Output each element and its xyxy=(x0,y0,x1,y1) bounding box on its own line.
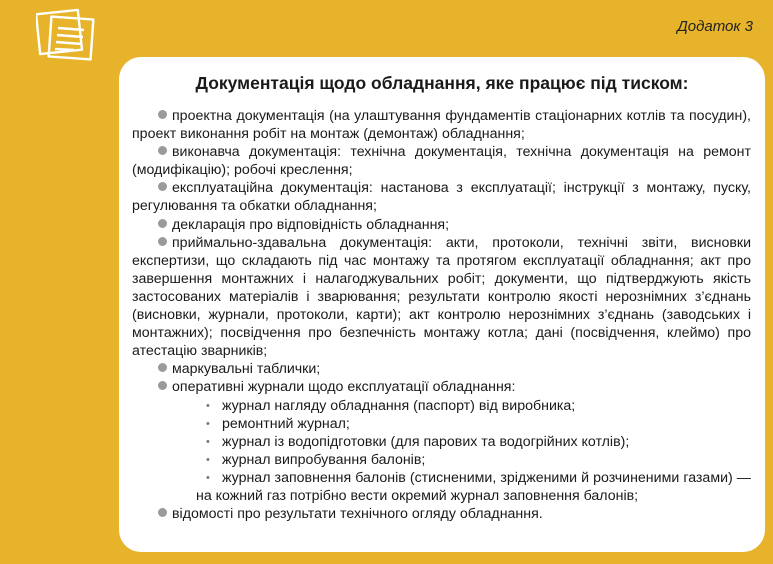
list-item: приймально-здавальна документація: акти, протоколи, технічні звіти, висновки експертизи, що складають під час монтажу та протягом експлуатації обладнання; акт про завершення монтажних і налагоджувальних робіт; документи, що підтверджують якість застосованих матеріалів і зварювання; результати контролю якості нерознімних з’єднань (висновки, журнали, протоколи, карти); акт контролю нерознімних з’єднань (заводських і монтажних); посвідчення про безпечність монтажу котла; дані (посвідчення, клеймо) про атестацію зварників; xyxy=(132,234,751,360)
small-bullet-icon: • xyxy=(206,453,210,466)
bullet-icon xyxy=(158,237,167,246)
small-bullet-icon: • xyxy=(206,471,210,484)
sub-list-item: • ремонтний журнал; xyxy=(132,415,751,433)
list-item: маркувальні таблички; xyxy=(132,360,751,378)
bullet-icon xyxy=(158,363,167,372)
bullet-icon xyxy=(158,381,167,390)
bullet-icon xyxy=(158,508,167,517)
sub-list-item: • журнал заповнення балонів (стисненими, зрідженими й розчиненими газами) — на кожний газ потрібно вести окремий журнал заповнення балонів; xyxy=(132,469,751,505)
list-item: експлуатаційна документація: настанова з експлуатації; інструкції з монтажу, пуску, регулювання та обкатки обладнання; xyxy=(132,180,751,215)
bullet-icon xyxy=(158,219,167,228)
sub-list-item: • журнал із водопідготовки (для парових та водогрійних котлів); xyxy=(132,433,751,451)
document-list xyxy=(132,107,751,523)
content-card xyxy=(119,57,765,552)
list-item: декларація про відповідність обладнання; xyxy=(132,216,751,234)
small-bullet-icon: • xyxy=(206,417,210,430)
list-item: відомості про результати технічного огляду обладнання. xyxy=(132,505,751,523)
bullet-icon xyxy=(158,110,167,119)
page-title: Документація щодо обладнання, яке працює під тиском: xyxy=(195,73,689,93)
document-icon xyxy=(36,6,98,64)
appendix-label: Додаток 3 xyxy=(677,18,753,35)
list-item: оперативні журнали щодо експлуатації обладнання: xyxy=(132,378,751,396)
small-bullet-icon: • xyxy=(206,399,210,412)
bullet-icon xyxy=(158,146,167,155)
small-bullet-icon: • xyxy=(206,435,210,448)
list-item: виконавча документація: технічна документація, технічна документація на ремонт (модифікацію); робочі креслення; xyxy=(132,144,751,179)
bullet-icon xyxy=(158,182,167,191)
sub-list-item: • журнал нагляду обладнання (паспорт) від виробника; xyxy=(132,397,751,415)
sub-list-item: • журнал випробування балонів; xyxy=(132,451,751,469)
list-item: проектна документація (на улаштування фундаментів стаціонарних котлів та посудин), проект виконання робіт на монтаж (демонтаж) обладнання; xyxy=(132,108,751,143)
